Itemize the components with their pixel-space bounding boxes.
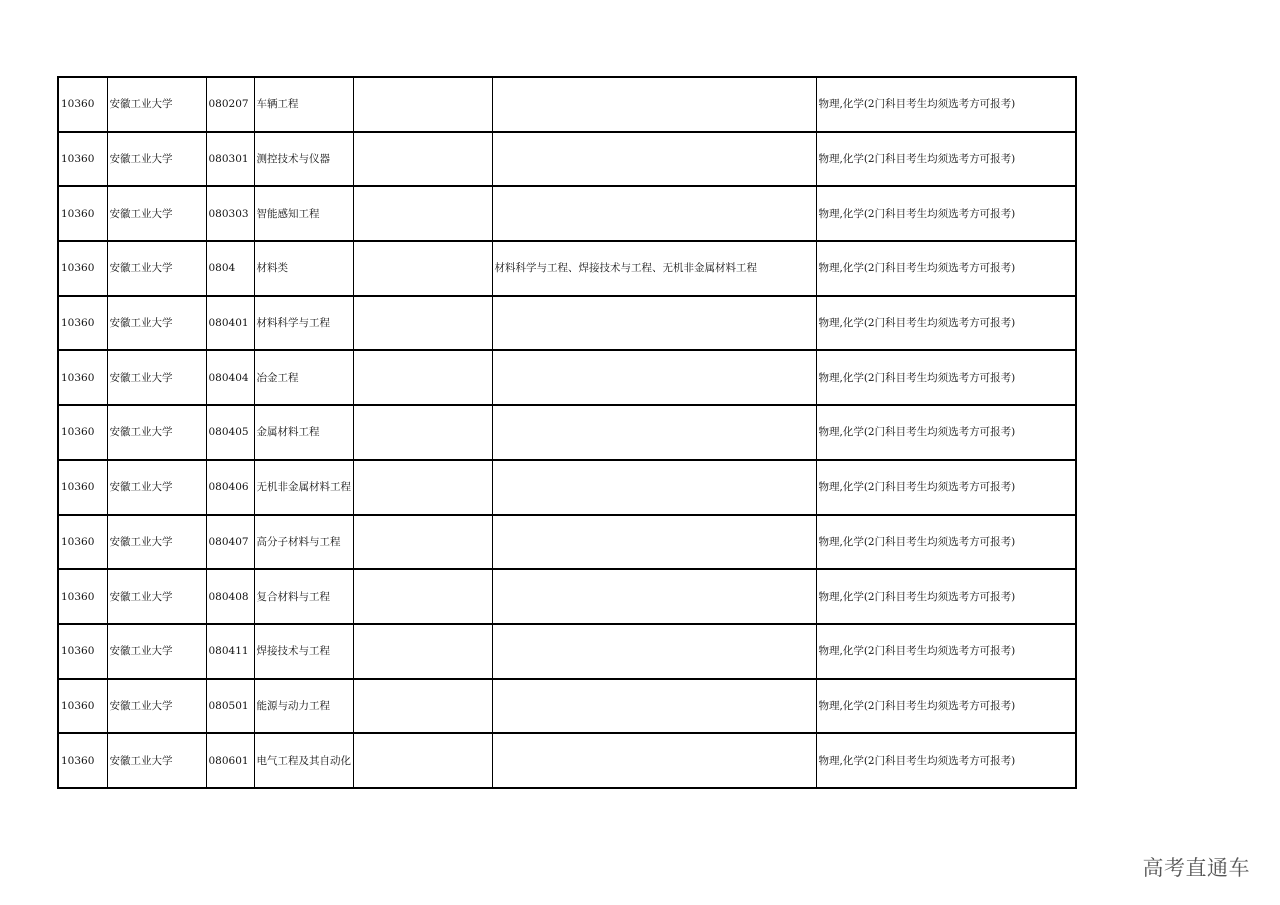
major-name-cell: 车辆工程 [254,77,353,132]
major-code-cell: 080407 [206,515,254,570]
school-name-cell: 安徽工业大学 [107,241,206,296]
included-majors-cell [492,77,816,132]
school-code-cell: 10360 [58,77,107,132]
included-majors-cell [492,186,816,241]
table-row [58,569,1076,624]
note-cell [353,241,492,296]
included-majors-cell [492,515,816,570]
major-name-cell: 冶金工程 [254,350,353,405]
school-code-cell: 10360 [58,569,107,624]
school-name-cell: 安徽工业大学 [107,186,206,241]
major-name-cell: 能源与动力工程 [254,679,353,734]
school-code-cell: 10360 [58,460,107,515]
table-row [58,350,1076,405]
major-code-cell: 080401 [206,296,254,351]
table-row [58,186,1076,241]
major-code-cell: 080404 [206,350,254,405]
table-row [58,515,1076,570]
subject-requirement-cell: 物理,化学(2门科目考生均须选考方可报考) [816,186,1076,241]
included-majors-cell [492,733,816,788]
note-cell [353,460,492,515]
major-code-cell: 080408 [206,569,254,624]
note-cell [353,350,492,405]
major-code-cell: 080406 [206,460,254,515]
note-cell [353,515,492,570]
note-cell [353,569,492,624]
subject-requirement-cell: 物理,化学(2门科目考生均须选考方可报考) [816,77,1076,132]
school-code-cell: 10360 [58,624,107,679]
school-name-cell: 安徽工业大学 [107,679,206,734]
school-code-cell: 10360 [58,186,107,241]
subject-requirement-cell: 物理,化学(2门科目考生均须选考方可报考) [816,624,1076,679]
subject-requirement-cell: 物理,化学(2门科目考生均须选考方可报考) [816,679,1076,734]
school-code-cell: 10360 [58,405,107,460]
note-cell [353,186,492,241]
major-code-cell: 080501 [206,679,254,734]
table-row [58,77,1076,132]
major-code-cell: 080601 [206,733,254,788]
table-row [58,405,1076,460]
major-code-cell: 080301 [206,132,254,187]
school-code-cell: 10360 [58,679,107,734]
major-code-cell: 080303 [206,186,254,241]
included-majors-cell [492,624,816,679]
note-cell [353,296,492,351]
school-code-cell: 10360 [58,296,107,351]
subject-requirement-cell: 物理,化学(2门科目考生均须选考方可报考) [816,569,1076,624]
subject-requirement-cell: 物理,化学(2门科目考生均须选考方可报考) [816,296,1076,351]
major-name-cell: 材料科学与工程 [254,296,353,351]
table-row [58,460,1076,515]
major-code-cell: 080207 [206,77,254,132]
major-code-cell: 0804 [206,241,254,296]
school-code-cell: 10360 [58,350,107,405]
included-majors-cell [492,679,816,734]
school-name-cell: 安徽工业大学 [107,569,206,624]
note-cell [353,77,492,132]
table-row [58,241,1076,296]
subject-requirement-cell: 物理,化学(2门科目考生均须选考方可报考) [816,733,1076,788]
school-code-cell: 10360 [58,241,107,296]
school-name-cell: 安徽工业大学 [107,350,206,405]
included-majors-cell: 材料科学与工程、焊接技术与工程、无机非金属材料工程 [492,241,816,296]
major-name-cell: 电气工程及其自动化 [254,733,353,788]
note-cell [353,132,492,187]
major-name-cell: 智能感知工程 [254,186,353,241]
school-code-cell: 10360 [58,733,107,788]
major-code-cell: 080411 [206,624,254,679]
table-body [58,77,1076,788]
included-majors-cell [492,350,816,405]
table-row [58,624,1076,679]
school-name-cell: 安徽工业大学 [107,132,206,187]
included-majors-cell [492,569,816,624]
watermark-text: 高考直通车 [1142,856,1250,880]
major-code-cell: 080405 [206,405,254,460]
major-name-cell: 金属材料工程 [254,405,353,460]
major-name-cell: 焊接技术与工程 [254,624,353,679]
table-row [58,132,1076,187]
major-name-cell: 高分子材料与工程 [254,515,353,570]
school-name-cell: 安徽工业大学 [107,77,206,132]
subject-requirement-cell: 物理,化学(2门科目考生均须选考方可报考) [816,515,1076,570]
table-row [58,296,1076,351]
table-row [58,733,1076,788]
school-name-cell: 安徽工业大学 [107,405,206,460]
school-name-cell: 安徽工业大学 [107,460,206,515]
school-name-cell: 安徽工业大学 [107,733,206,788]
major-requirements-table [57,76,1077,789]
subject-requirement-cell: 物理,化学(2门科目考生均须选考方可报考) [816,405,1076,460]
school-code-cell: 10360 [58,515,107,570]
subject-requirement-cell: 物理,化学(2门科目考生均须选考方可报考) [816,460,1076,515]
included-majors-cell [492,296,816,351]
included-majors-cell [492,405,816,460]
note-cell [353,624,492,679]
school-name-cell: 安徽工业大学 [107,515,206,570]
major-name-cell: 材料类 [254,241,353,296]
included-majors-cell [492,132,816,187]
note-cell [353,405,492,460]
major-name-cell: 复合材料与工程 [254,569,353,624]
school-name-cell: 安徽工业大学 [107,624,206,679]
school-code-cell: 10360 [58,132,107,187]
subject-requirement-cell: 物理,化学(2门科目考生均须选考方可报考) [816,350,1076,405]
major-name-cell: 无机非金属材料工程 [254,460,353,515]
included-majors-cell [492,460,816,515]
table-row [58,679,1076,734]
note-cell [353,733,492,788]
note-cell [353,679,492,734]
school-name-cell: 安徽工业大学 [107,296,206,351]
subject-requirement-cell: 物理,化学(2门科目考生均须选考方可报考) [816,132,1076,187]
major-name-cell: 测控技术与仪器 [254,132,353,187]
subject-requirement-cell: 物理,化学(2门科目考生均须选考方可报考) [816,241,1076,296]
